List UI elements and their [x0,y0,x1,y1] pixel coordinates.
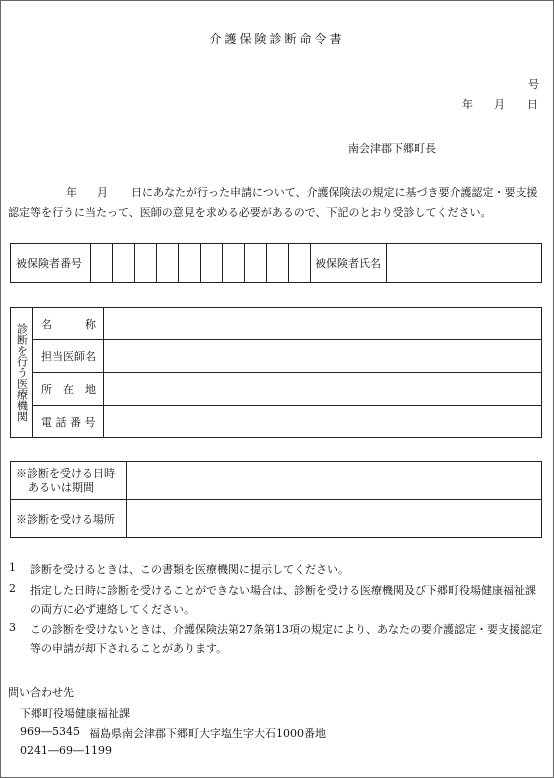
datetime-field[interactable] [127,462,542,500]
insured-number-cell[interactable] [91,244,113,283]
institution-table [10,307,542,438]
note-line: の両方に必ず連絡してください。 [30,603,195,616]
address-field[interactable] [104,373,542,406]
date-month-label: 月 [494,98,505,111]
insured-number-cell[interactable] [179,244,201,283]
institution-group-label: 診断を行う医療機関 [15,323,29,422]
datetime-label-cell [11,462,127,500]
note-line: 等の申請が却下されることがあります。 [30,642,228,655]
insured-number-cell[interactable] [113,244,135,283]
document-number-label: 号 [528,78,539,91]
insured-table [10,243,542,283]
contact-heading: 問い合わせ先 [8,686,74,699]
date-year-label: 年 [462,98,473,111]
note-line: 診断を受けるときは、この書類を医療機関に提示してください。 [30,563,349,576]
note-line: 指定した日時に診断を受けることができない場合は、診断を受ける医療機関及び下郷町役場健康福祉課 [30,584,536,597]
document-title: 介護保険診断命令書 [209,32,345,46]
body-month-label: 月 [97,186,108,199]
body-year-label: 年 [66,186,77,199]
institution-name-field[interactable] [104,308,542,340]
insured-number-cell[interactable] [157,244,179,283]
insured-name-label: 被保険者氏名 [311,244,387,283]
note-number: 3 [9,621,16,634]
schedule-table [10,461,542,538]
place-field[interactable] [127,500,542,538]
datetime-label-line1: ※診断を受ける日時 [16,466,115,480]
note-line: この診断を受けないときは、介護保険法第27条第13項の規定により、あなたの要介護認定・要支援認定 [30,623,542,636]
institution-row-label: 電 話 番 号 [33,406,104,438]
insured-number-cell[interactable] [289,244,311,283]
institution-row-label: 所 在 地 [33,373,104,406]
insured-number-cell[interactable] [267,244,289,283]
note-number: 2 [9,582,16,595]
institution-row-label: 名 称 [33,308,104,340]
place-label: ※診断を受ける場所 [11,500,127,538]
date-day-label: 日 [527,98,538,111]
phone-field[interactable] [104,406,542,438]
insured-number-cell[interactable] [135,244,157,283]
note-number: 1 [9,561,16,574]
institution-group-cell [11,308,33,438]
insured-name-field[interactable] [387,244,542,283]
issuer-name: 南会津郡下郷町長 [348,142,436,155]
body-text-line1: 日にあなたが行った申請について、介護保険法の規定に基づき要介護認定・要支援 [131,186,538,199]
datetime-label-line2: あるいは期間 [28,480,94,494]
insured-number-cell[interactable] [201,244,223,283]
doctor-name-field[interactable] [104,340,542,373]
contact-department: 下郷町役場健康福祉課 [20,707,130,720]
contact-phone: 0241―69―1199 [20,744,112,757]
institution-row-label: 担当医師名 [33,340,104,373]
body-text-line2: 認定等を行うに当たって、医師の意見を求める必要があるので、下記のとおり受診してください。 [8,206,492,219]
contact-address: 福島県南会津郡下郷町大字塩生字大石1000番地 [89,727,326,740]
insured-number-cell[interactable] [245,244,267,283]
contact-postal-code: 969―5345 [20,725,80,738]
insured-number-cell[interactable] [223,244,245,283]
insured-number-label: 被保険者番号 [11,244,91,283]
